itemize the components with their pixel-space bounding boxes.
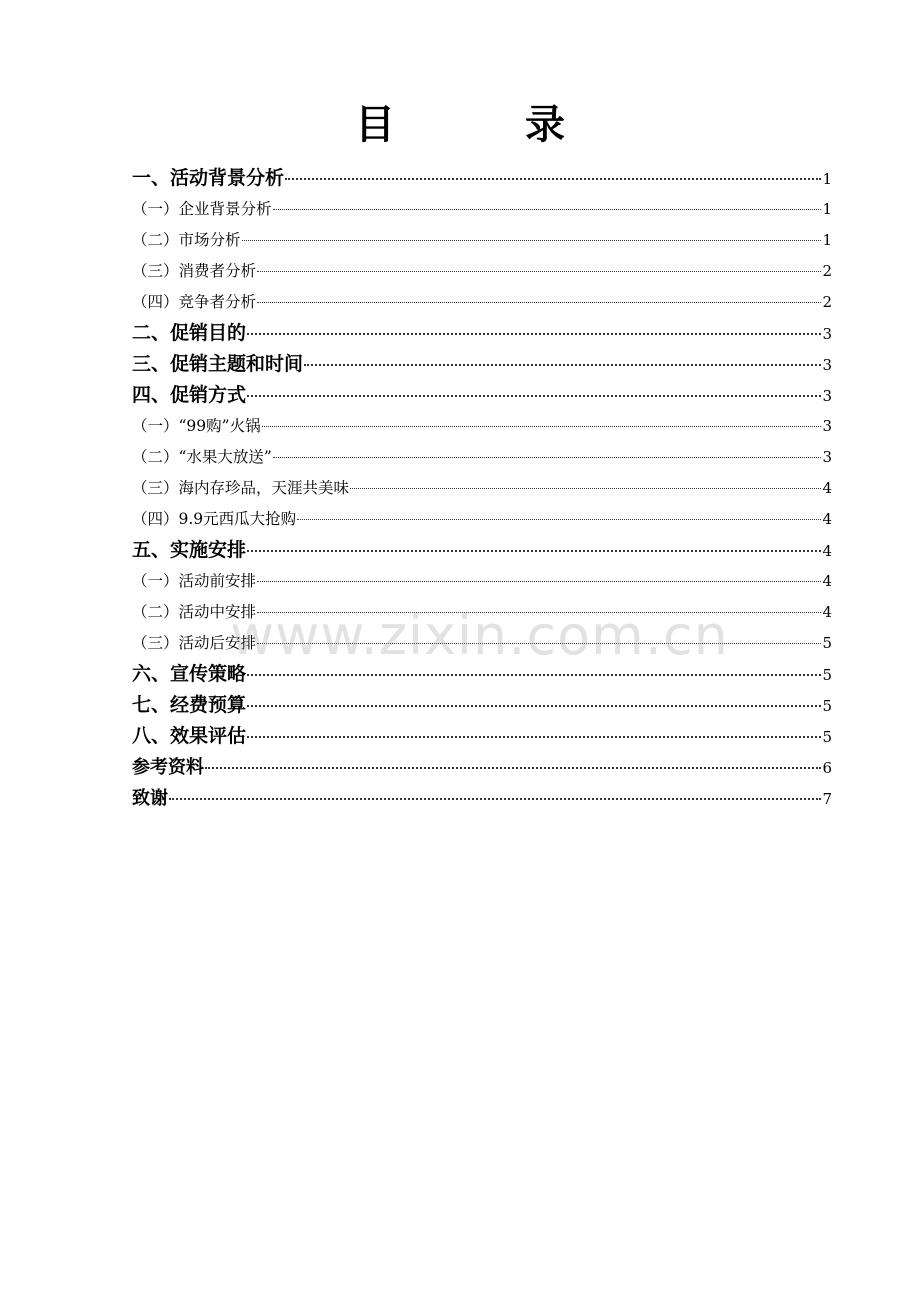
- toc-page-number: 3: [822, 325, 832, 343]
- toc-page-number: 1: [822, 200, 832, 218]
- toc-entry-label: （三）消费者分析: [132, 262, 257, 280]
- toc-entry[interactable]: [132, 287, 832, 318]
- dot-leader: [247, 394, 821, 397]
- toc-entry-label: （三）活动后安排: [132, 634, 257, 652]
- toc-entry-label: （四）竞争者分析: [132, 293, 257, 311]
- toc-entry-label: 致谢: [132, 788, 168, 809]
- toc-entry-label: （四）9.9元西瓜大抢购: [132, 510, 297, 528]
- dot-leader: [257, 301, 821, 303]
- toc-entry-label: （三）海内存珍品，天涯共美味: [132, 479, 350, 497]
- toc-page-number: 1: [822, 170, 832, 188]
- dot-leader: [257, 611, 821, 613]
- toc-entry-label: 一、活动背景分析: [132, 167, 285, 189]
- toc-entry-label: （一）活动前安排: [132, 572, 257, 590]
- toc-page-number: 4: [822, 542, 832, 560]
- dot-leader: [304, 363, 821, 366]
- toc-page-number: 3: [822, 417, 832, 435]
- toc-entry[interactable]: [132, 318, 832, 349]
- toc-entry[interactable]: [132, 473, 832, 504]
- toc-entry[interactable]: [132, 411, 832, 442]
- toc-entry-label: 五、实施安排: [132, 539, 247, 561]
- toc-entry[interactable]: [132, 721, 832, 752]
- dot-leader: [169, 797, 821, 800]
- toc-entry[interactable]: [132, 752, 832, 783]
- dot-leader: [247, 332, 821, 335]
- toc-entry[interactable]: [132, 628, 832, 659]
- dot-leader: [247, 549, 821, 552]
- toc-entry-label: 三、促销主题和时间: [132, 353, 304, 375]
- dot-leader: [350, 487, 821, 489]
- toc-page-number: 7: [822, 790, 832, 808]
- watermark: www.zixin.com.cn: [230, 604, 729, 667]
- toc-page-number: 6: [822, 759, 832, 777]
- toc-entry-label: 二、促销目的: [132, 322, 247, 344]
- toc-page-number: 1: [822, 231, 832, 249]
- dot-leader: [285, 177, 821, 180]
- toc-entry-label: （一）企业背景分析: [132, 200, 272, 218]
- toc-entry[interactable]: [132, 690, 832, 721]
- toc-page-number: 4: [822, 603, 832, 621]
- toc-entry-label: 八、效果评估: [132, 725, 247, 747]
- toc-page-number: 3: [822, 448, 832, 466]
- dot-leader: [262, 425, 821, 427]
- toc-page-number: 4: [822, 572, 832, 590]
- dot-leader: [273, 456, 821, 458]
- toc-entry-label: （二）活动中安排: [132, 603, 257, 621]
- dot-leader: [257, 580, 821, 582]
- toc-page-number: 5: [822, 634, 832, 652]
- toc-entry-label: （一）“99购”火锅: [132, 417, 261, 435]
- toc-entry[interactable]: [132, 349, 832, 380]
- toc-entry[interactable]: [132, 256, 832, 287]
- dot-leader: [247, 673, 821, 676]
- toc-entry-label: 四、促销方式: [132, 384, 247, 406]
- toc-entry[interactable]: [132, 535, 832, 566]
- table-of-contents: [132, 163, 832, 814]
- toc-entry[interactable]: [132, 566, 832, 597]
- toc-entry-label: 六、宣传策略: [132, 663, 247, 685]
- dot-leader: [297, 518, 821, 520]
- page-title: 目 录: [355, 102, 623, 148]
- toc-entry-label: 七、经费预算: [132, 694, 247, 716]
- toc-page-number: 2: [822, 262, 832, 280]
- toc-page-number: 3: [822, 387, 832, 405]
- toc-entry[interactable]: [132, 783, 832, 814]
- toc-entry[interactable]: [132, 194, 832, 225]
- dot-leader: [257, 642, 821, 644]
- dot-leader: [247, 735, 821, 738]
- dot-leader: [205, 766, 821, 769]
- toc-entry[interactable]: [132, 163, 832, 194]
- toc-page-number: 4: [822, 479, 832, 497]
- toc-page-number: 5: [822, 728, 832, 746]
- dot-leader: [273, 208, 821, 210]
- toc-entry[interactable]: [132, 225, 832, 256]
- toc-entry[interactable]: [132, 504, 832, 535]
- dot-leader: [242, 239, 821, 241]
- toc-entry-label: 参考资料: [132, 757, 204, 778]
- dot-leader: [257, 270, 821, 272]
- toc-entry[interactable]: [132, 442, 832, 473]
- dot-leader: [247, 704, 821, 707]
- toc-entry[interactable]: [132, 380, 832, 411]
- toc-page-number: 4: [822, 510, 832, 528]
- toc-page-number: 5: [822, 697, 832, 715]
- toc-entry[interactable]: [132, 597, 832, 628]
- toc-entry-label: （二）市场分析: [132, 231, 241, 249]
- toc-page-number: 5: [822, 666, 832, 684]
- toc-page-number: 2: [822, 293, 832, 311]
- toc-page-number: 3: [822, 356, 832, 374]
- toc-entry-label: （二）“水果大放送”: [132, 448, 272, 466]
- toc-entry[interactable]: [132, 659, 832, 690]
